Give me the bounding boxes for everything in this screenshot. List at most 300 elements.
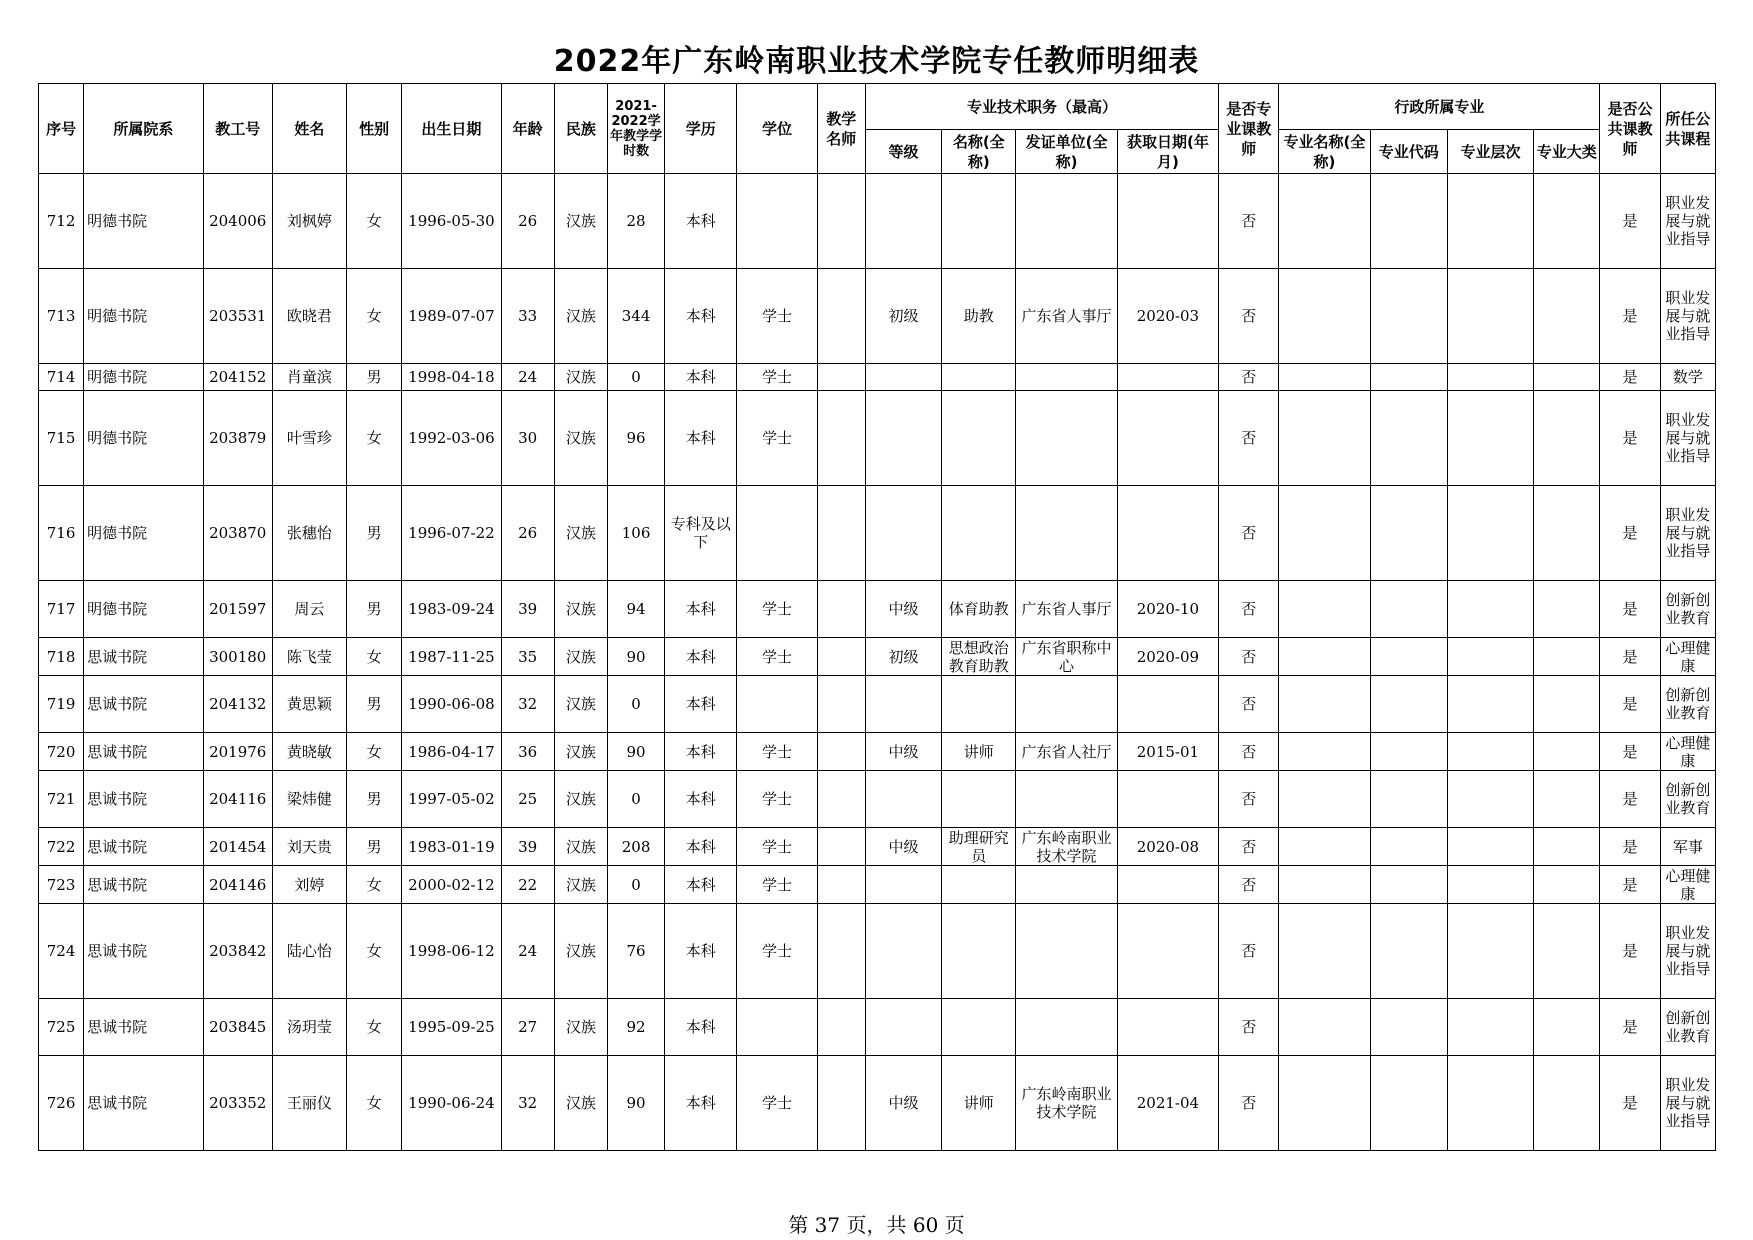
header-ethnicity: 民族 xyxy=(554,84,607,174)
table-row xyxy=(39,174,1716,269)
cell-eth: 汉族 xyxy=(554,638,607,676)
cell-pub: 是 xyxy=(1600,174,1660,269)
cell-course: 职业发展与就业指导 xyxy=(1660,269,1715,364)
cell-eth: 汉族 xyxy=(554,999,607,1056)
cell-degree: 学士 xyxy=(737,638,817,676)
cell-major: 否 xyxy=(1219,866,1279,904)
cell-gender: 女 xyxy=(347,174,402,269)
cell-course: 军事 xyxy=(1660,828,1715,866)
cell-id: 204152 xyxy=(203,364,272,391)
cell-name: 叶雪珍 xyxy=(272,391,346,486)
cell-pub: 是 xyxy=(1600,581,1660,638)
cell-master xyxy=(817,391,865,486)
cell-id: 203845 xyxy=(203,999,272,1056)
cell-course: 创新创业教育 xyxy=(1660,771,1715,828)
cell-course: 创新创业教育 xyxy=(1660,676,1715,733)
cell-age: 24 xyxy=(501,904,554,999)
teacher-table xyxy=(38,83,1716,1151)
cell-name: 欧晓君 xyxy=(272,269,346,364)
header-staff-id: 教工号 xyxy=(203,84,272,174)
cell-edu: 本科 xyxy=(665,1056,737,1151)
cell-issuer xyxy=(1016,771,1117,828)
cell-birth: 1996-07-22 xyxy=(402,486,501,581)
cell-degree xyxy=(737,676,817,733)
cell-mcat xyxy=(1534,771,1600,828)
cell-mcat xyxy=(1534,174,1600,269)
cell-eth: 汉族 xyxy=(554,486,607,581)
cell-seq: 714 xyxy=(39,364,84,391)
cell-gender: 男 xyxy=(347,364,402,391)
cell-birth: 2000-02-12 xyxy=(402,866,501,904)
cell-edu: 专科及以下 xyxy=(665,486,737,581)
cell-mcode xyxy=(1370,676,1447,733)
header-public-course: 所任公共课程 xyxy=(1660,84,1715,174)
cell-pub: 是 xyxy=(1600,638,1660,676)
cell-mcode xyxy=(1370,364,1447,391)
cell-name: 梁炜健 xyxy=(272,771,346,828)
cell-degree: 学士 xyxy=(737,581,817,638)
cell-hours: 0 xyxy=(607,364,664,391)
cell-date: 2020-10 xyxy=(1117,581,1218,638)
cell-degree: 学士 xyxy=(737,269,817,364)
table-row xyxy=(39,486,1716,581)
header-title-name: 名称(全称) xyxy=(942,130,1016,174)
cell-eth: 汉族 xyxy=(554,391,607,486)
cell-tname xyxy=(942,771,1016,828)
cell-seq: 715 xyxy=(39,391,84,486)
cell-mcat xyxy=(1534,391,1600,486)
cell-seq: 722 xyxy=(39,828,84,866)
cell-birth: 1987-11-25 xyxy=(402,638,501,676)
cell-eth: 汉族 xyxy=(554,364,607,391)
cell-gender: 女 xyxy=(347,391,402,486)
table-row xyxy=(39,391,1716,486)
cell-id: 204132 xyxy=(203,676,272,733)
header-admin-group: 行政所属专业 xyxy=(1279,84,1600,130)
cell-gender: 女 xyxy=(347,904,402,999)
cell-id: 201976 xyxy=(203,733,272,771)
cell-tname: 助理研究员 xyxy=(942,828,1016,866)
cell-dept: 思诚书院 xyxy=(84,999,203,1056)
cell-gender: 女 xyxy=(347,733,402,771)
cell-mcode xyxy=(1370,771,1447,828)
cell-pub: 是 xyxy=(1600,391,1660,486)
cell-hours: 0 xyxy=(607,676,664,733)
cell-seq: 716 xyxy=(39,486,84,581)
cell-birth: 1995-09-25 xyxy=(402,999,501,1056)
cell-birth: 1990-06-08 xyxy=(402,676,501,733)
cell-tname xyxy=(942,391,1016,486)
cell-mname xyxy=(1279,581,1370,638)
cell-mcode xyxy=(1370,999,1447,1056)
cell-mcat xyxy=(1534,638,1600,676)
cell-issuer: 广东省职称中心 xyxy=(1016,638,1117,676)
cell-degree xyxy=(737,486,817,581)
cell-master xyxy=(817,904,865,999)
table-row xyxy=(39,364,1716,391)
cell-seq: 720 xyxy=(39,733,84,771)
cell-mlevel xyxy=(1447,828,1533,866)
table-row xyxy=(39,1056,1716,1151)
cell-name: 陆心怡 xyxy=(272,904,346,999)
cell-major: 否 xyxy=(1219,676,1279,733)
cell-date xyxy=(1117,174,1218,269)
header-major-code: 专业代码 xyxy=(1370,130,1447,174)
cell-mlevel xyxy=(1447,1056,1533,1151)
cell-seq: 713 xyxy=(39,269,84,364)
cell-dept: 思诚书院 xyxy=(84,638,203,676)
cell-tname xyxy=(942,676,1016,733)
cell-seq: 718 xyxy=(39,638,84,676)
cell-eth: 汉族 xyxy=(554,771,607,828)
cell-hours: 344 xyxy=(607,269,664,364)
cell-major: 否 xyxy=(1219,486,1279,581)
cell-name: 汤玥莹 xyxy=(272,999,346,1056)
cell-degree xyxy=(737,999,817,1056)
cell-course: 创新创业教育 xyxy=(1660,999,1715,1056)
cell-pub: 是 xyxy=(1600,999,1660,1056)
cell-master xyxy=(817,771,865,828)
cell-mlevel xyxy=(1447,581,1533,638)
cell-age: 26 xyxy=(501,486,554,581)
cell-master xyxy=(817,866,865,904)
cell-issuer: 广东省人事厅 xyxy=(1016,269,1117,364)
cell-age: 33 xyxy=(501,269,554,364)
cell-dept: 思诚书院 xyxy=(84,771,203,828)
cell-birth: 1983-01-19 xyxy=(402,828,501,866)
cell-issuer xyxy=(1016,866,1117,904)
cell-hours: 94 xyxy=(607,581,664,638)
cell-mlevel xyxy=(1447,733,1533,771)
header-is-public-teacher: 是否公共课教师 xyxy=(1600,84,1660,174)
header-gender: 性别 xyxy=(347,84,402,174)
cell-dept: 明德书院 xyxy=(84,269,203,364)
cell-mname xyxy=(1279,638,1370,676)
cell-course: 职业发展与就业指导 xyxy=(1660,174,1715,269)
cell-mlevel xyxy=(1447,999,1533,1056)
cell-mcode xyxy=(1370,269,1447,364)
cell-mname xyxy=(1279,733,1370,771)
header-major-name: 专业名称(全称) xyxy=(1279,130,1370,174)
cell-course: 职业发展与就业指导 xyxy=(1660,1056,1715,1151)
cell-edu: 本科 xyxy=(665,866,737,904)
cell-mcat xyxy=(1534,269,1600,364)
page-title: 2022年广东岭南职业技术学院专任教师明细表 xyxy=(553,44,1200,79)
cell-birth: 1998-04-18 xyxy=(402,364,501,391)
cell-tname: 讲师 xyxy=(942,733,1016,771)
cell-eth: 汉族 xyxy=(554,866,607,904)
table-row xyxy=(39,638,1716,676)
cell-edu: 本科 xyxy=(665,174,737,269)
cell-major: 否 xyxy=(1219,174,1279,269)
cell-level xyxy=(865,486,941,581)
cell-mlevel xyxy=(1447,638,1533,676)
cell-age: 32 xyxy=(501,1056,554,1151)
cell-age: 39 xyxy=(501,581,554,638)
cell-major: 否 xyxy=(1219,733,1279,771)
cell-edu: 本科 xyxy=(665,638,737,676)
cell-hours: 96 xyxy=(607,391,664,486)
cell-mcode xyxy=(1370,174,1447,269)
cell-gender: 女 xyxy=(347,269,402,364)
cell-date xyxy=(1117,866,1218,904)
cell-edu: 本科 xyxy=(665,364,737,391)
cell-mcat xyxy=(1534,676,1600,733)
cell-tname xyxy=(942,904,1016,999)
cell-id: 203870 xyxy=(203,486,272,581)
cell-seq: 724 xyxy=(39,904,84,999)
cell-date xyxy=(1117,999,1218,1056)
cell-mlevel xyxy=(1447,771,1533,828)
cell-gender: 男 xyxy=(347,581,402,638)
cell-hours: 28 xyxy=(607,174,664,269)
cell-course: 数学 xyxy=(1660,364,1715,391)
cell-hours: 208 xyxy=(607,828,664,866)
cell-course: 心理健康 xyxy=(1660,866,1715,904)
cell-seq: 712 xyxy=(39,174,84,269)
cell-pub: 是 xyxy=(1600,828,1660,866)
cell-eth: 汉族 xyxy=(554,676,607,733)
cell-id: 204006 xyxy=(203,174,272,269)
table-row xyxy=(39,866,1716,904)
cell-id: 203531 xyxy=(203,269,272,364)
cell-major: 否 xyxy=(1219,771,1279,828)
cell-dept: 思诚书院 xyxy=(84,828,203,866)
cell-eth: 汉族 xyxy=(554,581,607,638)
cell-pub: 是 xyxy=(1600,733,1660,771)
cell-gender: 男 xyxy=(347,828,402,866)
cell-mcat xyxy=(1534,999,1600,1056)
cell-mname xyxy=(1279,364,1370,391)
cell-course: 职业发展与就业指导 xyxy=(1660,486,1715,581)
cell-master xyxy=(817,638,865,676)
cell-level: 中级 xyxy=(865,828,941,866)
cell-edu: 本科 xyxy=(665,676,737,733)
cell-eth: 汉族 xyxy=(554,269,607,364)
header-title-group: 专业技术职务（最高） xyxy=(865,84,1218,130)
cell-issuer: 广东岭南职业技术学院 xyxy=(1016,1056,1117,1151)
cell-date xyxy=(1117,904,1218,999)
cell-age: 24 xyxy=(501,364,554,391)
header-seq: 序号 xyxy=(39,84,84,174)
cell-dept: 明德书院 xyxy=(84,391,203,486)
cell-level xyxy=(865,174,941,269)
cell-date xyxy=(1117,676,1218,733)
cell-mname xyxy=(1279,174,1370,269)
cell-seq: 717 xyxy=(39,581,84,638)
cell-age: 36 xyxy=(501,733,554,771)
cell-level: 初级 xyxy=(865,269,941,364)
table-row xyxy=(39,771,1716,828)
cell-dept: 思诚书院 xyxy=(84,676,203,733)
page-footer: 第 37 页，共 60 页 xyxy=(788,1213,965,1237)
cell-mname xyxy=(1279,676,1370,733)
cell-tname xyxy=(942,364,1016,391)
cell-mcat xyxy=(1534,486,1600,581)
cell-issuer xyxy=(1016,174,1117,269)
cell-gender: 女 xyxy=(347,866,402,904)
table-row xyxy=(39,676,1716,733)
cell-seq: 725 xyxy=(39,999,84,1056)
cell-issuer xyxy=(1016,676,1117,733)
cell-edu: 本科 xyxy=(665,828,737,866)
cell-master xyxy=(817,581,865,638)
cell-name: 肖童滨 xyxy=(272,364,346,391)
cell-mcode xyxy=(1370,391,1447,486)
cell-eth: 汉族 xyxy=(554,1056,607,1151)
cell-level: 中级 xyxy=(865,1056,941,1151)
cell-name: 刘天贵 xyxy=(272,828,346,866)
cell-mlevel xyxy=(1447,486,1533,581)
cell-major: 否 xyxy=(1219,364,1279,391)
cell-mcode xyxy=(1370,638,1447,676)
cell-hours: 90 xyxy=(607,733,664,771)
cell-course: 职业发展与就业指导 xyxy=(1660,391,1715,486)
cell-mname xyxy=(1279,1056,1370,1151)
cell-issuer xyxy=(1016,364,1117,391)
cell-name: 周云 xyxy=(272,581,346,638)
cell-name: 黄思颖 xyxy=(272,676,346,733)
cell-level: 初级 xyxy=(865,638,941,676)
cell-pub: 是 xyxy=(1600,486,1660,581)
cell-mcat xyxy=(1534,581,1600,638)
cell-mlevel xyxy=(1447,391,1533,486)
cell-pub: 是 xyxy=(1600,269,1660,364)
cell-gender: 男 xyxy=(347,771,402,828)
cell-edu: 本科 xyxy=(665,269,737,364)
cell-tname: 助教 xyxy=(942,269,1016,364)
cell-mname xyxy=(1279,269,1370,364)
cell-id: 300180 xyxy=(203,638,272,676)
cell-master xyxy=(817,828,865,866)
header-name: 姓名 xyxy=(272,84,346,174)
cell-age: 22 xyxy=(501,866,554,904)
cell-degree: 学士 xyxy=(737,733,817,771)
cell-level: 中级 xyxy=(865,581,941,638)
cell-age: 27 xyxy=(501,999,554,1056)
cell-eth: 汉族 xyxy=(554,733,607,771)
cell-master xyxy=(817,364,865,391)
cell-age: 35 xyxy=(501,638,554,676)
cell-mlevel xyxy=(1447,866,1533,904)
cell-date: 2020-08 xyxy=(1117,828,1218,866)
cell-age: 25 xyxy=(501,771,554,828)
header-major-level: 专业层次 xyxy=(1447,130,1533,174)
cell-id: 204116 xyxy=(203,771,272,828)
cell-mcode xyxy=(1370,733,1447,771)
cell-birth: 1992-03-06 xyxy=(402,391,501,486)
cell-mcat xyxy=(1534,1056,1600,1151)
cell-mcode xyxy=(1370,581,1447,638)
cell-name: 张穗怡 xyxy=(272,486,346,581)
cell-pub: 是 xyxy=(1600,676,1660,733)
cell-age: 30 xyxy=(501,391,554,486)
cell-tname xyxy=(942,999,1016,1056)
cell-degree: 学士 xyxy=(737,1056,817,1151)
cell-major: 否 xyxy=(1219,581,1279,638)
cell-date: 2020-03 xyxy=(1117,269,1218,364)
cell-eth: 汉族 xyxy=(554,828,607,866)
cell-master xyxy=(817,676,865,733)
cell-pub: 是 xyxy=(1600,866,1660,904)
header-obtained: 获取日期(年月) xyxy=(1117,130,1218,174)
cell-dept: 思诚书院 xyxy=(84,904,203,999)
cell-date xyxy=(1117,391,1218,486)
cell-seq: 726 xyxy=(39,1056,84,1151)
cell-mname xyxy=(1279,771,1370,828)
header-birth: 出生日期 xyxy=(402,84,501,174)
cell-pub: 是 xyxy=(1600,904,1660,999)
header-education: 学历 xyxy=(665,84,737,174)
cell-edu: 本科 xyxy=(665,904,737,999)
cell-name: 黄晓敏 xyxy=(272,733,346,771)
cell-mname xyxy=(1279,486,1370,581)
cell-pub: 是 xyxy=(1600,1056,1660,1151)
cell-issuer: 广东省人社厅 xyxy=(1016,733,1117,771)
cell-edu: 本科 xyxy=(665,733,737,771)
cell-course: 职业发展与就业指导 xyxy=(1660,904,1715,999)
cell-birth: 1996-05-30 xyxy=(402,174,501,269)
cell-dept: 思诚书院 xyxy=(84,1056,203,1151)
cell-tname xyxy=(942,174,1016,269)
cell-level xyxy=(865,866,941,904)
table-row xyxy=(39,999,1716,1056)
table-row xyxy=(39,581,1716,638)
cell-tname: 讲师 xyxy=(942,1056,1016,1151)
cell-level xyxy=(865,999,941,1056)
cell-hours: 76 xyxy=(607,904,664,999)
header-degree: 学位 xyxy=(737,84,817,174)
cell-id: 203842 xyxy=(203,904,272,999)
header-hours: 2021-2022学年教学学时数 xyxy=(607,84,664,174)
cell-master xyxy=(817,269,865,364)
cell-hours: 0 xyxy=(607,866,664,904)
cell-name: 刘婷 xyxy=(272,866,346,904)
cell-major: 否 xyxy=(1219,904,1279,999)
cell-birth: 1986-04-17 xyxy=(402,733,501,771)
header-dept: 所属院系 xyxy=(84,84,203,174)
cell-major: 否 xyxy=(1219,828,1279,866)
cell-mlevel xyxy=(1447,269,1533,364)
cell-master xyxy=(817,733,865,771)
cell-degree: 学士 xyxy=(737,391,817,486)
cell-age: 39 xyxy=(501,828,554,866)
cell-mname xyxy=(1279,828,1370,866)
cell-tname xyxy=(942,866,1016,904)
cell-dept: 思诚书院 xyxy=(84,866,203,904)
cell-birth: 1998-06-12 xyxy=(402,904,501,999)
cell-mname xyxy=(1279,391,1370,486)
table-row xyxy=(39,828,1716,866)
cell-dept: 明德书院 xyxy=(84,174,203,269)
cell-gender: 女 xyxy=(347,1056,402,1151)
header-age: 年龄 xyxy=(501,84,554,174)
cell-gender: 女 xyxy=(347,638,402,676)
cell-id: 204146 xyxy=(203,866,272,904)
cell-mcat xyxy=(1534,866,1600,904)
cell-name: 刘枫婷 xyxy=(272,174,346,269)
header-issuer: 发证单位(全称) xyxy=(1016,130,1117,174)
cell-id: 201597 xyxy=(203,581,272,638)
cell-birth: 1990-06-24 xyxy=(402,1056,501,1151)
cell-dept: 思诚书院 xyxy=(84,733,203,771)
cell-mcode xyxy=(1370,904,1447,999)
cell-edu: 本科 xyxy=(665,999,737,1056)
cell-id: 203352 xyxy=(203,1056,272,1151)
cell-dept: 明德书院 xyxy=(84,581,203,638)
cell-mcat xyxy=(1534,364,1600,391)
cell-hours: 90 xyxy=(607,638,664,676)
